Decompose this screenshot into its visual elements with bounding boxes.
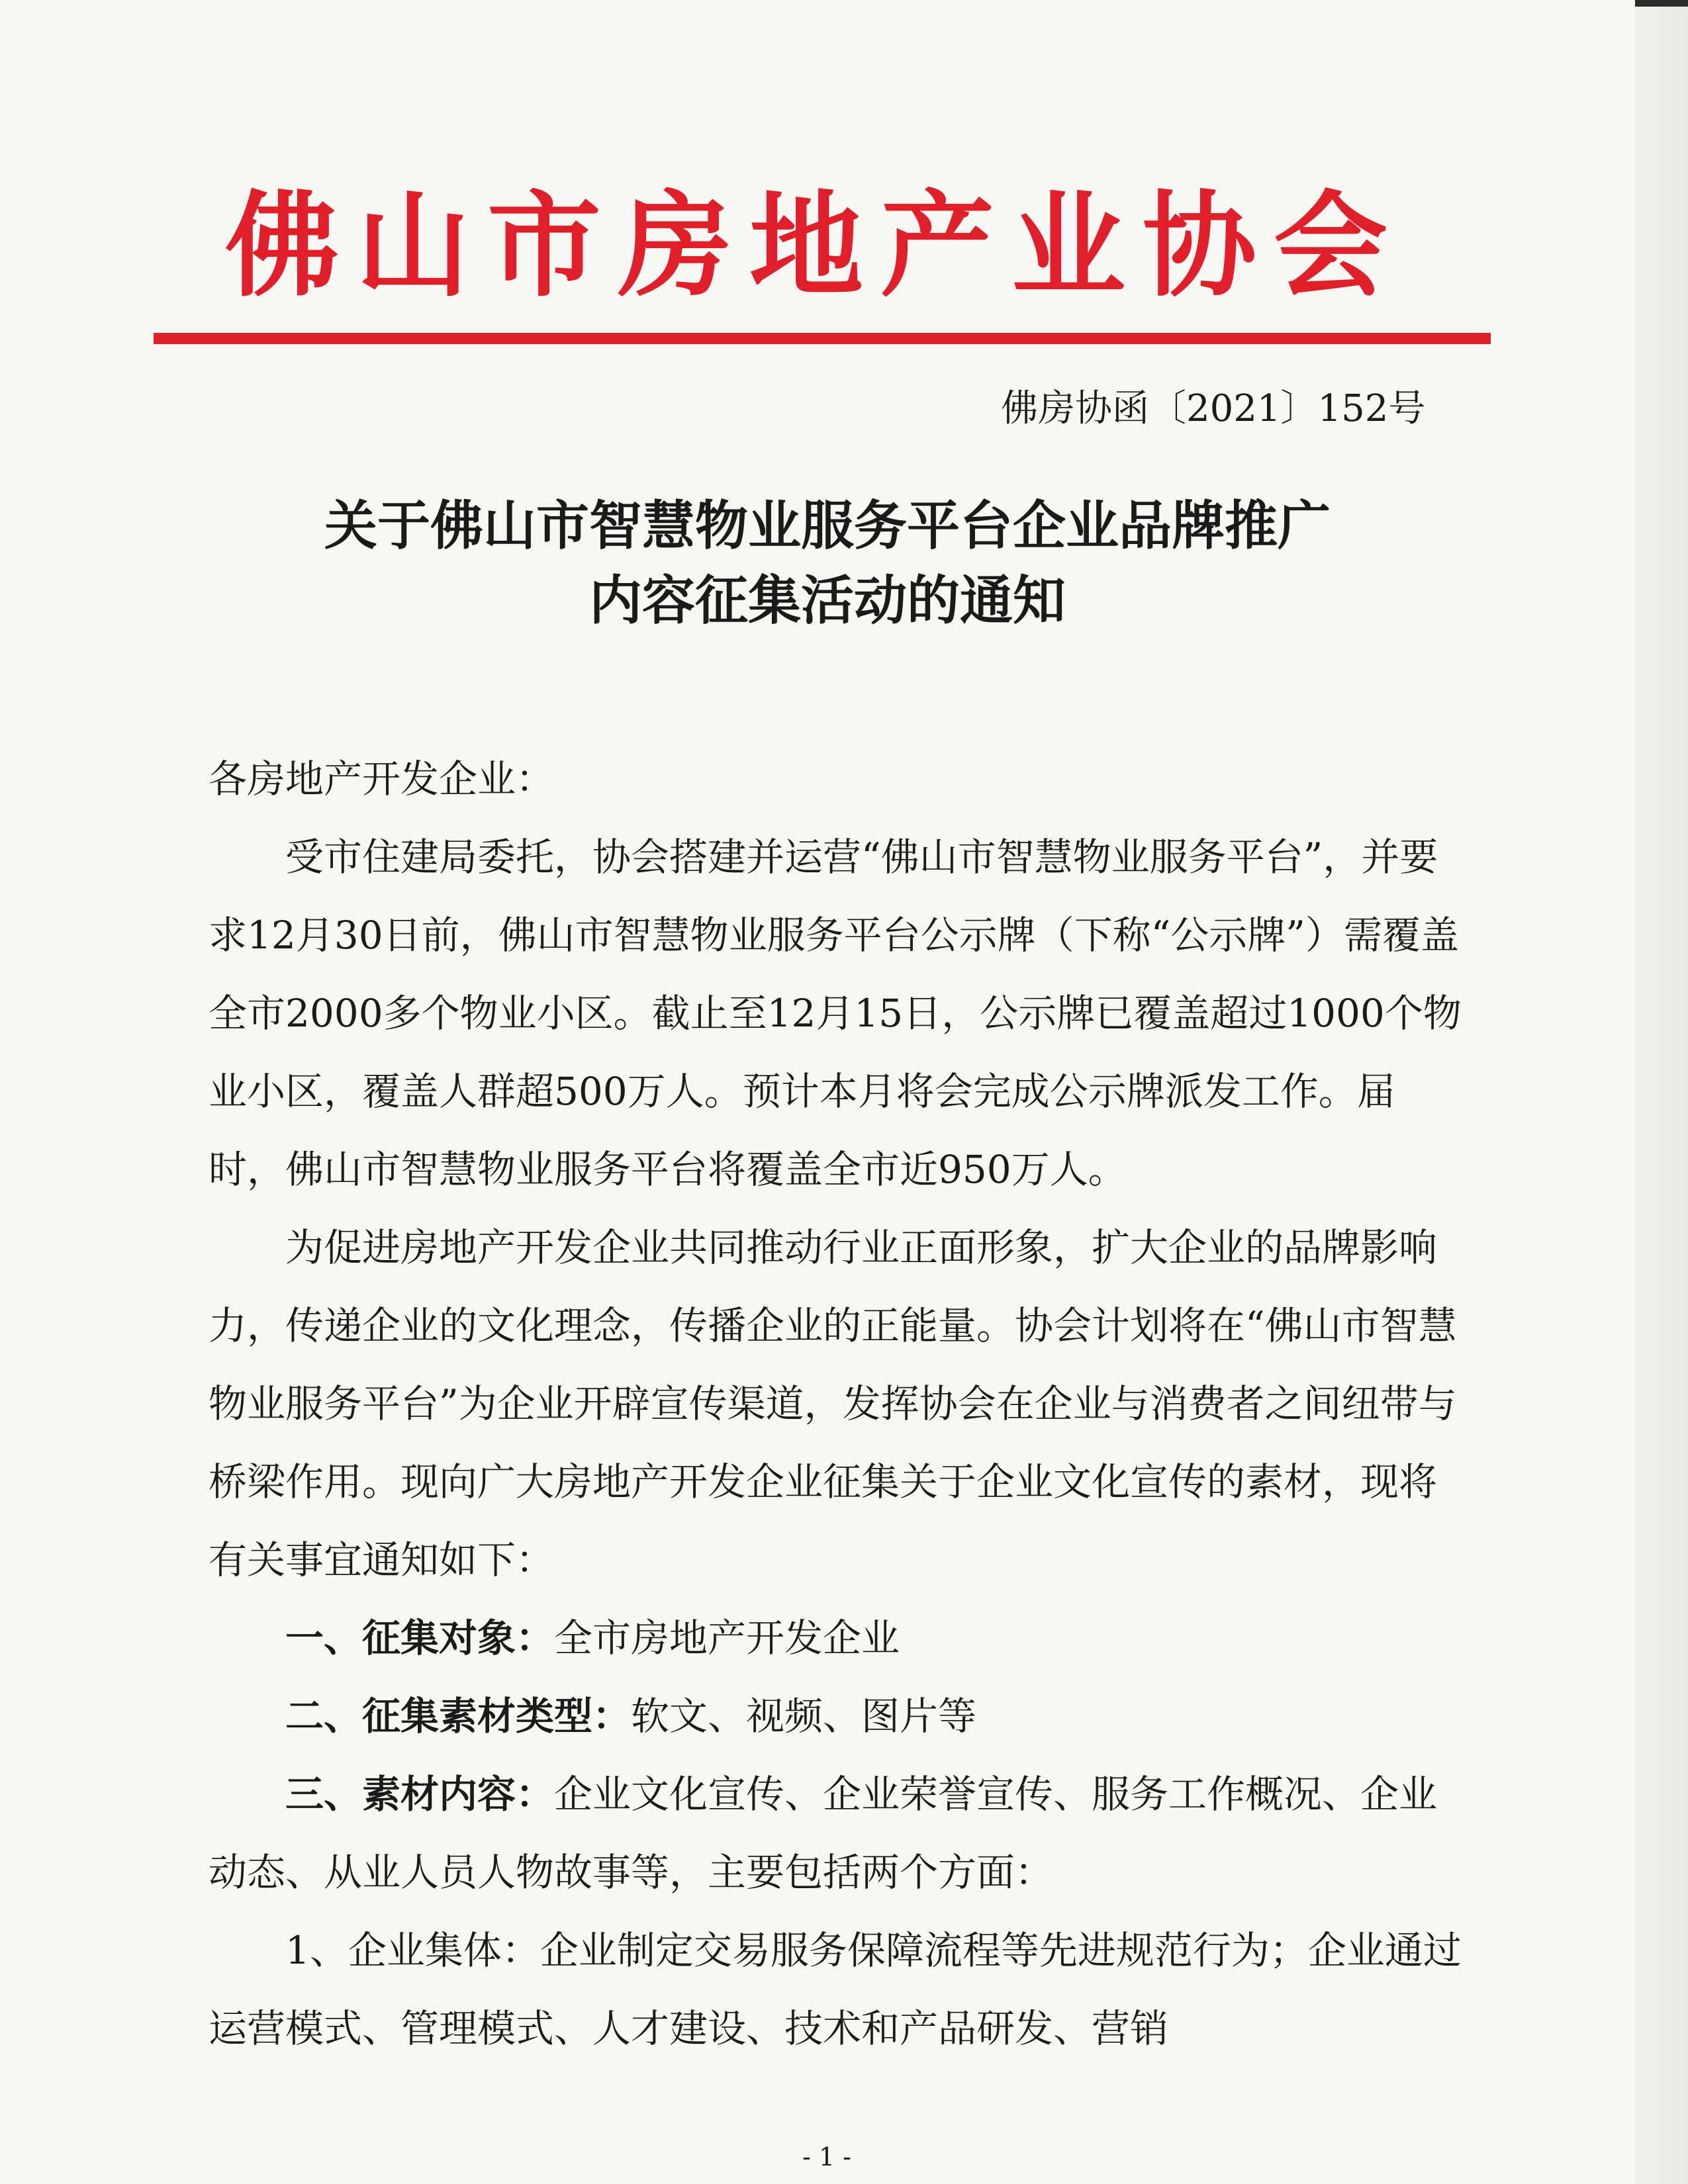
page-number: - 1 - (802, 2142, 852, 2171)
paragraph-2: 为促进房地产开发企业共同推动行业正面形象，扩大企业的品牌影响力，传递企业的文化理念，传播企业的正能量。协会计划将在“佛山市智慧物业服务平台”为企业开辟宣传渠道，发挥协会在企业与消费者之间纽带与桥梁作用。现向广大房地产开发企业征集关于企业文化宣传的素材，现将有关事宜通知如下： (209, 1225, 1457, 1582)
list-item-material-type (209, 1677, 1466, 1755)
list-item-label: 一、征集对象： (285, 1615, 555, 1661)
document-number: 佛房协函〔2021〕152号 (1001, 387, 1426, 430)
letterhead-org-name: 佛山市房地产业协会 (225, 178, 1405, 312)
document-body (209, 740, 1466, 2068)
sub-item-1: 1、企业集体：企业制定交易服务保障流程等先进规范行为；企业通过运营模式、管理模式、人才建设、技术和产品研发、营销 (209, 1928, 1462, 2051)
letterhead-red-rule (154, 333, 1491, 344)
list-item-text: 软文、视频、图片等 (631, 1694, 977, 1739)
scan-edge-top (1635, 0, 1688, 7)
salutation: 各房地产开发企业： (209, 756, 555, 801)
paragraph-1: 受市住建局委托，协会搭建并运营“佛山市智慧物业服务平台”，并要求12月30日前，佛山市智慧物业服务平台公示牌（下称“公示牌”）需覆盖全市2000多个物业小区。截止至12月15日，公示牌已覆盖超过1000个物业小区，覆盖人群超500万人。预计本月将会完成公示牌派发工作。届时，佛山市智慧物业服务平台将覆盖全市近950万人。 (209, 835, 1462, 1192)
list-item-label: 三、素材内容： (285, 1772, 555, 1817)
list-item-collection-target (209, 1599, 1466, 1677)
list-item-text: 全市房地产开发企业 (554, 1615, 900, 1661)
document-title-line-2: 内容征集活动的通知 (589, 570, 1066, 631)
document-title-line-1: 关于佛山市智慧物业服务平台企业品牌推广 (324, 495, 1331, 557)
list-item-material-content (209, 1755, 1466, 1911)
list-item-text: 企业文化宣传、企业荣誉宣传、服务工作概况、企业动态、从业人员人物故事等，主要包括两个方面： (209, 1772, 1438, 1895)
list-item-label: 二、征集素材类型： (285, 1694, 632, 1739)
scan-edge-right (1635, 7, 1688, 2184)
